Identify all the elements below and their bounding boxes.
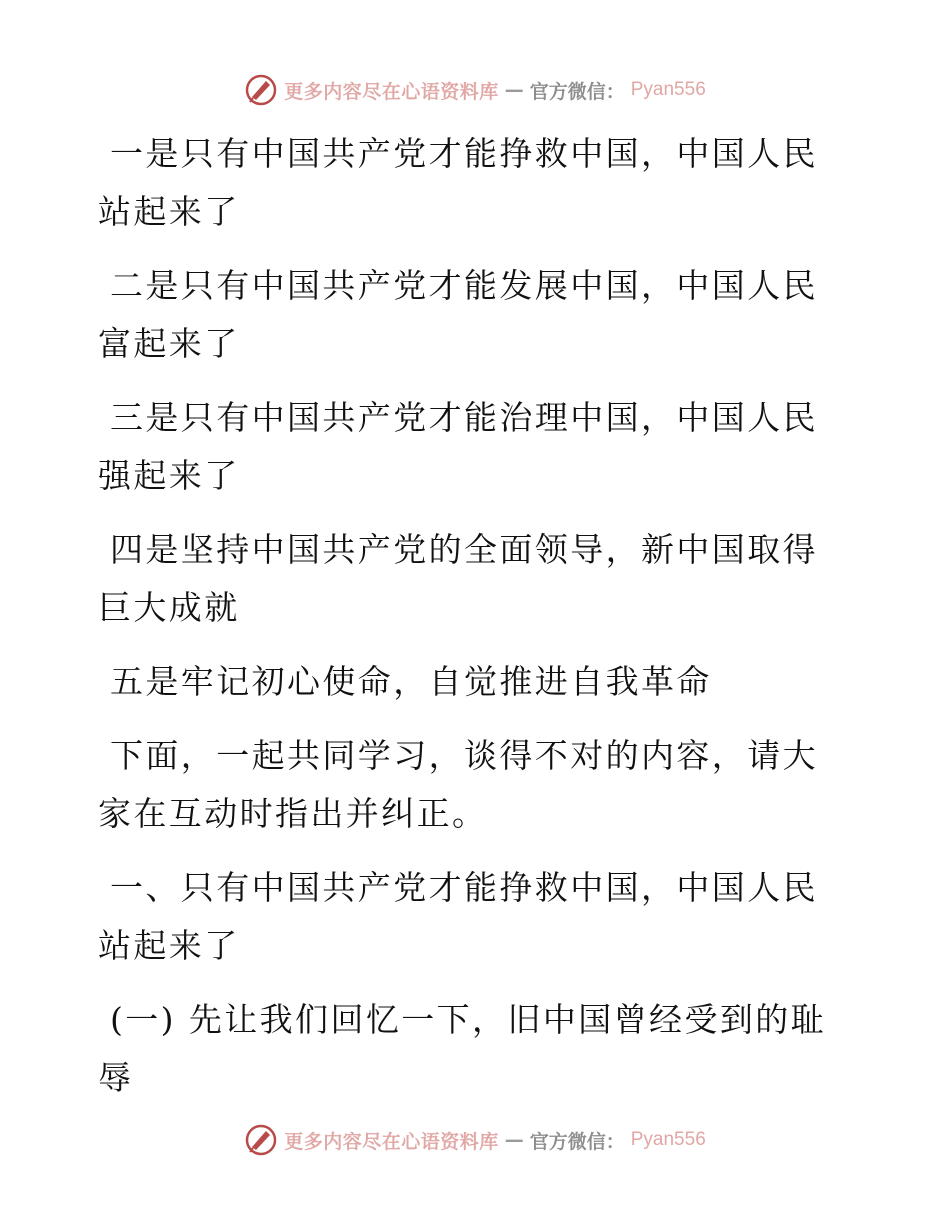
header-watermark bbox=[0, 70, 950, 110]
paragraph-6: 下面，一起共同学习，谈得不对的内容，请大家在互动时指出并纠正。 bbox=[98, 736, 818, 833]
paragraph-4: 四是坚持中国共产党的全面领导，新中国取得巨大成就 bbox=[98, 530, 818, 627]
paragraph-3: 三是只有中国共产党才能治理中国，中国人民强起来了 bbox=[98, 398, 818, 495]
document-body bbox=[98, 125, 833, 1123]
paragraph-5: 五是牢记初心使命，自觉推进自我革命 bbox=[110, 662, 712, 701]
paragraph-7: 一、只有中国共产党才能挣救中国，中国人民站起来了 bbox=[98, 868, 818, 965]
pen-nib-icon bbox=[244, 1123, 278, 1157]
watermark-wechat-id: Pyan556 bbox=[630, 79, 706, 100]
watermark-text: 更多内容尽在心语资料库 bbox=[284, 80, 499, 103]
watermark-wechat-id: Pyan556 bbox=[630, 1129, 706, 1150]
watermark-wechat-label: 官方微信： bbox=[529, 80, 625, 103]
footer-watermark bbox=[0, 1120, 950, 1160]
pen-nib-icon bbox=[244, 73, 278, 107]
watermark-dash: — bbox=[504, 79, 524, 101]
watermark-text: 更多内容尽在心语资料库 bbox=[284, 1130, 499, 1153]
paragraph-8: (一) 先让我们回忆一下，旧中国曾经受到的耻辱 bbox=[98, 1000, 827, 1097]
paragraph-1: 一是只有中国共产党才能挣救中国，中国人民站起来了 bbox=[98, 134, 818, 231]
watermark-wechat-label: 官方微信： bbox=[529, 1130, 625, 1153]
paragraph-2: 二是只有中国共产党才能发展中国，中国人民富起来了 bbox=[98, 266, 818, 363]
watermark-dash: — bbox=[504, 1129, 524, 1151]
